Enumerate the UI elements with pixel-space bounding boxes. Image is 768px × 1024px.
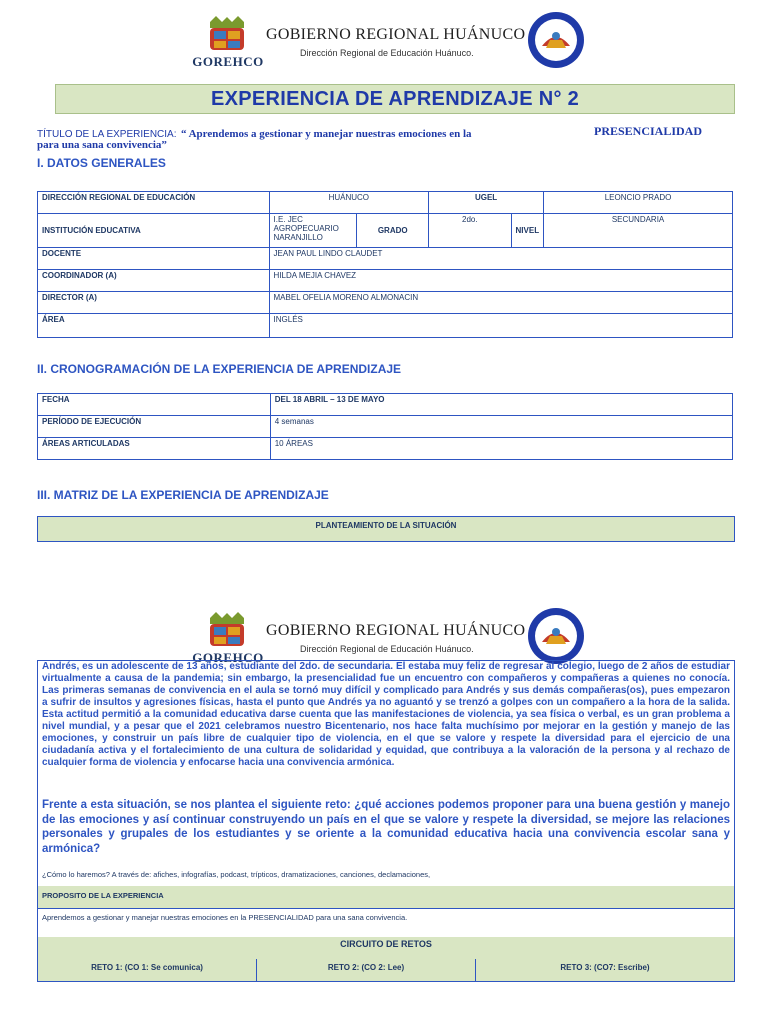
nivel-value: SECUNDARIA (544, 214, 733, 248)
situacion-text: Andrés, es un adolescente de 13 años, estudiante del 2do. de secundaria. El estaba muy feliz de regresar al colegio, luego de 2 años de estudiar virtualmente a causa de la pandemia; sin embargo, la presencialidad fue un encuentro con compañeros y compañeras a quienes no conocía. Las primeras semanas de convivencia en el aula se tornó muy difícil y complicado para Andrés y sus demás compañeras(os), pues empezaron a sufrir de insultos y agresiones físicas, hasta el punto que Andrés ya no aguantó y se trenzó a golpes con un compañero a la hora de la salida. Esta actitud permitió a la comunidad educativa darse cuenta que las manifestaciones de violencia, ya sea física o verbal, es un gran problema a nivel mundial, y a pesar que el 2021 celebramos nuestro Bicentenario, nos hace falta muchísimo por mejorar en la gestión y manejo de las emociones, y construir un país libre de cualquier tipo de violencia, en el que se valore y respete la diversidad para el ejercicio de una ciudadanía activa y el fortalecimiento de una cultura de solidaridad y equidad, que contribuya a la valoración de la persona y al rechazo de cualquier forma de violencia y enfocarse hacia una convivencia armónica. (42, 661, 730, 768)
gorehco-shield-icon (206, 14, 248, 54)
cronograma-table (37, 393, 733, 460)
proposito-header (37, 886, 735, 909)
docente-value: JEAN PAUL LINDO CLAUDET (269, 248, 732, 270)
como-text: ¿Cómo lo haremos? A través de: afiches, infografías, podcast, trípticos, dramatizaciones, canciones, declamaciones, (42, 870, 431, 879)
periodo-label: PERÍODO DE EJECUCIÓN (38, 416, 271, 438)
dre-value: HUÁNUCO (269, 192, 429, 214)
planteamiento-label: PLANTEAMIENTO DE LA SITUACIÓN (315, 521, 457, 530)
gorehco-text: GOREHCO (192, 54, 264, 69)
gorehco-shield-icon (206, 610, 248, 650)
proposito-value: Aprendemos a gestionar y manejar nuestras emociones en la PRESENCIALIDAD para una sana convivencia. (42, 913, 408, 922)
reto-1: RETO 1: (CO 1: Se comunica) (91, 963, 203, 972)
section-cronogramacion: II. CRONOGRAMACIÓN DE LA EXPERIENCIA DE APRENDIZAJE (37, 362, 402, 376)
director-value: MABEL OFELIA MORENO ALMONACIN (269, 292, 732, 314)
reto-3: RETO 3: (CO7: Escribe) (560, 963, 650, 972)
director-label: DIRECTOR (A) (38, 292, 270, 314)
proposito-label: PROPOSITO DE LA EXPERIENCIA (42, 891, 164, 900)
area-label: ÁREA (38, 314, 270, 338)
title-line2: para una sana convivencia” (37, 139, 167, 151)
retos-row (37, 959, 735, 982)
periodo-value: 4 semanas (270, 416, 732, 438)
gorehco-text: GOREHCO (192, 650, 264, 665)
title-label: TÍTULO DE LA EXPERIENCIA: (37, 129, 177, 140)
circuito-label: CIRCUITO DE RETOS (340, 939, 432, 949)
header-title: GOBIERNO REGIONAL HUÁNUCO (266, 26, 526, 43)
banner-title: EXPERIENCIA DE APRENDIZAJE N° 2 (210, 88, 580, 110)
section-matriz: III. MATRIZ DE LA EXPERIENCIA DE APRENDIZAJE (37, 488, 329, 502)
page-header (192, 14, 596, 74)
dre-seal-icon (526, 10, 586, 70)
grado-value: 2do. (429, 214, 511, 248)
areas-label: ÁREAS ARTICULADAS (38, 438, 271, 460)
proposito-box (37, 909, 735, 938)
header-subtitle: Dirección Regional de Educación Huánuco. (300, 644, 474, 654)
ugel-label: UGEL (429, 192, 544, 214)
areas-value: 10 ÁREAS (270, 438, 732, 460)
circuito-header (37, 937, 735, 960)
grado-label: GRADO (357, 214, 429, 248)
ugel-value: LEONCIO PRADO (544, 192, 733, 214)
como-box (37, 864, 735, 887)
fecha-value: DEL 18 ABRIL – 13 DE MAYO (270, 394, 732, 416)
datos-generales-table (37, 191, 733, 338)
ie-label: INSTITUCIÓN EDUCATIVA (38, 214, 270, 248)
area-value: INGLÉS (269, 314, 732, 338)
reto-box (37, 798, 735, 864)
nivel-label: NIVEL (511, 214, 544, 248)
planteamiento-header (37, 516, 735, 542)
title-line1: “ Aprendemos a gestionar y manejar nuestras emociones en la (180, 128, 472, 140)
ie-value: I.E. JEC AGROPECUARIO NARANJILLO (269, 214, 357, 248)
header-subtitle: Dirección Regional de Educación Huánuco. (300, 48, 474, 58)
gorehco-logo (192, 14, 264, 74)
header-title: GOBIERNO REGIONAL HUÁNUCO (266, 622, 526, 639)
reto-2: RETO 2: (CO 2: Lee) (327, 963, 405, 972)
experience-banner (55, 84, 735, 114)
coordinador-value: HILDA MEJIA CHAVEZ (269, 270, 732, 292)
dre-seal-icon (526, 606, 586, 666)
dre-label: DIRECCIÓN REGIONAL DE EDUCACIÓN (38, 192, 270, 214)
reto-text: Frente a esta situación, se nos plantea el siguiente reto: ¿qué acciones podemos proponer para una buena gestión y manejo de las emociones y así continuar construyendo un país en el que se valore y respete la diversidad, se mejore las relaciones personales y grupales de los estudiantes y se oriente a la comunidad educativa hacia una convivencia escolar sana y armónica? (42, 799, 730, 855)
section-datos-generales: I. DATOS GENERALES (37, 156, 166, 170)
docente-label: DOCENTE (38, 248, 270, 270)
coordinador-label: COORDINADOR (A) (38, 270, 270, 292)
modalidad-label: PRESENCIALIDAD (594, 124, 703, 138)
fecha-label: FECHA (38, 394, 271, 416)
situacion-box (37, 660, 735, 815)
